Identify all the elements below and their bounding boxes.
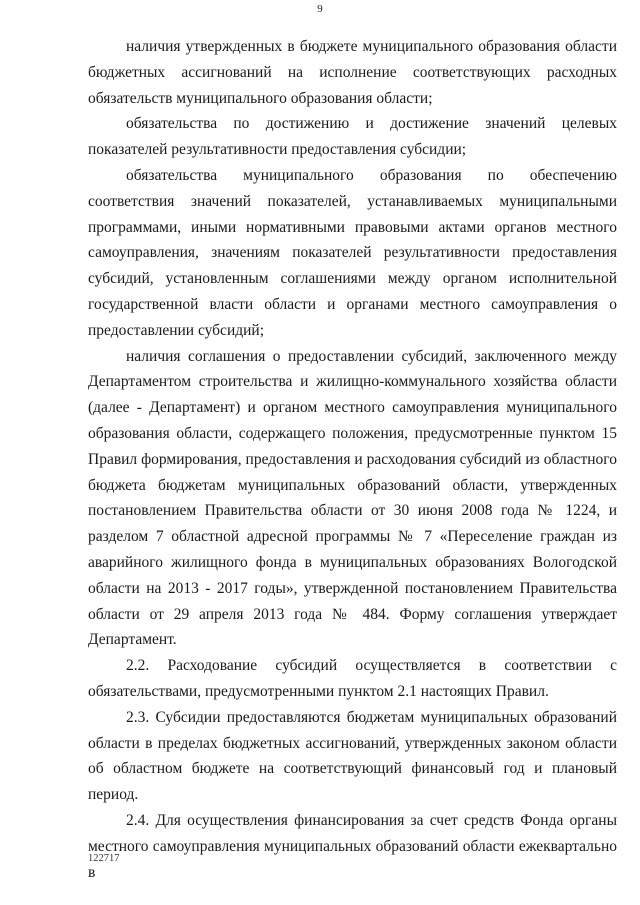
page-number: 9 [317, 3, 323, 15]
document-body [88, 34, 617, 885]
paragraph-budget-allocations: наличия утвержденных в бюджете муниципального образования области бюджетных ассигнований на исполнение соответствующих расходных обязательств муниципального образования области; [88, 38, 617, 107]
paragraph-target-indicators: обязательства по достижению и достижение значений целевых показателей результативности предоставления субсидии; [88, 115, 617, 159]
paragraph-municipal-obligations: обязательства муниципального образования по обеспечению соответствия значений показателей, устанавливаемых муниципальными программами, иными нормативными правовыми актами органов местного самоуправления, значениям показателей результативности предоставления субсидий, установленным соглашениями между органом исполнительной государственной власти области и органами местного самоуправления о предоставлении субсидий; [88, 166, 617, 339]
paragraph-2-3: 2.3. Субсидии предоставляются бюджетам муниципальных образований области в пределах бюджетных ассигнований, утвержденных законом области об областном бюджете на соответствующий финансовый год и плановый период. [88, 708, 617, 804]
footer-code: 122717 [88, 853, 120, 864]
paragraph-2-2: 2.2. Расходование субсидий осуществляется в соответствии с обязательствами, предусмотренными пунктом 2.1 настоящих Правил. [88, 657, 617, 700]
paragraph-2-4: 2.4. Для осуществления финансирования за счет средств Фонда органы местного самоуправления муниципальных образований области ежеквартально в [88, 811, 617, 881]
paragraph-subsidy-agreement: наличия соглашения о предоставлении субсидий, заключенного между Департаментом строительства и жилищно-коммунального хозяйства области (далее - Департамент) и органом местного самоуправления муниципального образования области, содержащего положения, предусмотренные пунктом 15 Правил формирования, предоставления и расходования субсидий из областного бюджета бюджетам муниципальных образований области, утвержденных постановлением Правительства области от 30 июня 2008 года № 1224, и разделом 7 областной адресной программы № 7 «Переселение граждан из аварийного жилищного фонда в муниципальных образованиях Вологодской области на 2013 - 2017 годы», утвержденной постановлением Правительства области от 29 апреля 2013 года № 484. Форму соглашения утверждает Департамент. [88, 347, 617, 649]
